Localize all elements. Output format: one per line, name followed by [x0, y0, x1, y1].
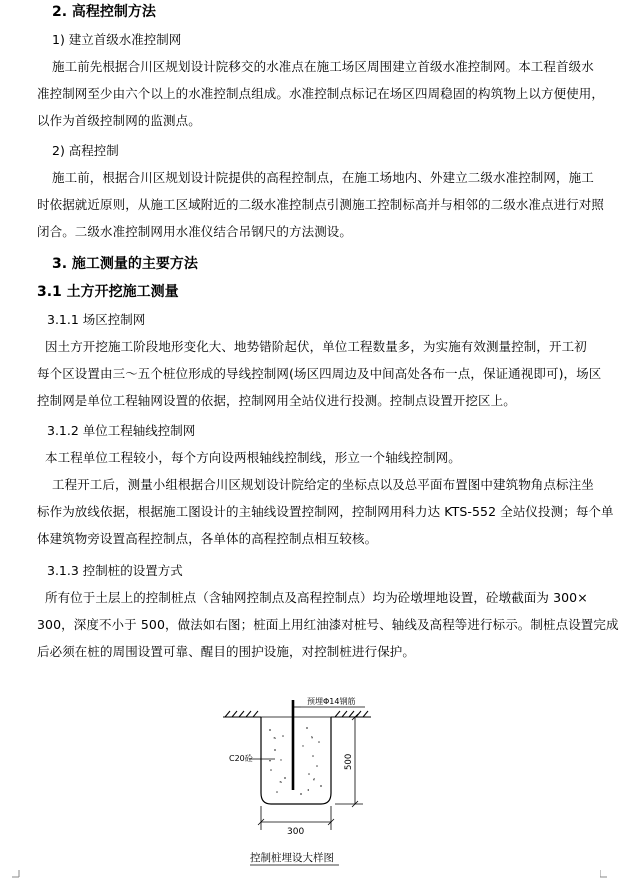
figure-caption: 控制桩埋设大样图	[250, 852, 334, 864]
width-label: 300	[287, 827, 305, 837]
paragraph-line: 标作为放线依据，根据施工图设计的主轴线设置控制网，控制网用科力达 KTS-552 全站仪投测；每个单	[37, 504, 614, 519]
ground-hatch	[223, 711, 371, 717]
paragraph-line: 施工前先根据合川区规划设计院移交的水准点在施工场区周围建立首级水准控制网。本工程首级水	[52, 59, 594, 74]
paragraph-line: 本工程单位工程较小，每个方向设两根轴线控制线，形立一个轴线控制网。	[45, 450, 461, 465]
rebar-label: 预埋Φ14钢筋	[307, 697, 356, 706]
crop-mark	[600, 870, 608, 878]
paragraph-line: 每个区设置由三～五个桩位形成的导线控制网(场区四周边及中间高处各布一点，保证通视即可)，场区	[37, 366, 602, 381]
paragraph-line: 300，深度不小于 500，做法如右图；桩面上用红油漆对桩号、轴线及高程等进行标示。制桩点设置完成	[37, 617, 619, 632]
paragraph-line: 控制网是单位工程轴网设置的依据，控制网用全站仪进行投测。控制点设置开挖区上。	[37, 393, 516, 408]
control-pile-diagram	[215, 690, 405, 872]
paragraph-line: 时依据就近原则，从施工区域附近的二级水准控制点引测施工控制标高并与相邻的二级水准点进行对照	[37, 197, 605, 212]
paragraph-line: 准控制网至少由六个以上的水准控制点组成。水准控制点标记在场区四周稳固的构筑物上以方便使用，	[37, 86, 605, 101]
concrete-label: C20砼	[229, 754, 253, 763]
section-title-elevation-control: 2. 高程控制方法	[52, 4, 156, 20]
subsection-site-control: 3.1.1 场区控制网	[47, 312, 146, 327]
section-title-earthwork-survey: 3.1 土方开挖施工测量	[37, 284, 179, 300]
depth-label: 500	[344, 753, 354, 770]
paragraph-line: 闭合。二级水准控制网用水准仪结合吊钢尺的方法测设。	[37, 224, 353, 239]
paragraph-line: 所有位于土层上的控制桩点（含轴网控制点及高程控制点）均为砼墩埋地设置，砼墩截面为 300×	[45, 590, 588, 605]
concrete-speckles	[269, 727, 322, 795]
paragraph-line: 体建筑物旁设置高程控制点，各单体的高程控制点相互较核。	[37, 531, 378, 546]
section-title-survey-methods: 3. 施工测量的主要方法	[52, 256, 198, 272]
paragraph-line: 工程开工后，测量小组根据合川区规划设计院给定的坐标点以及总平面布置图中建筑物角点标注坐	[52, 477, 594, 492]
subsection-control-pile: 3.1.3 控制桩的设置方式	[47, 563, 183, 578]
subsection-level-network: 1) 建立首级水准控制网	[52, 32, 182, 47]
paragraph-line: 施工前，根据合川区规划设计院提供的高程控制点，在施工场地内、外建立二级水准控制网，施工	[52, 170, 594, 185]
concrete-pile-outline	[261, 717, 331, 804]
subsection-axis-control: 3.1.2 单位工程轴线控制网	[47, 423, 196, 438]
paragraph-line: 以作为首级控制网的监测点。	[37, 113, 201, 128]
crop-mark	[12, 870, 20, 878]
subsection-elevation-control: 2) 高程控制	[52, 143, 119, 158]
paragraph-line: 后必须在桩的周围设置可靠、醒目的围护设施，对控制桩进行保护。	[37, 644, 416, 659]
paragraph-line: 因土方开挖施工阶段地形变化大、地势错阶起伏，单位工程数量多，为实施有效测量控制，开工初	[45, 339, 587, 354]
